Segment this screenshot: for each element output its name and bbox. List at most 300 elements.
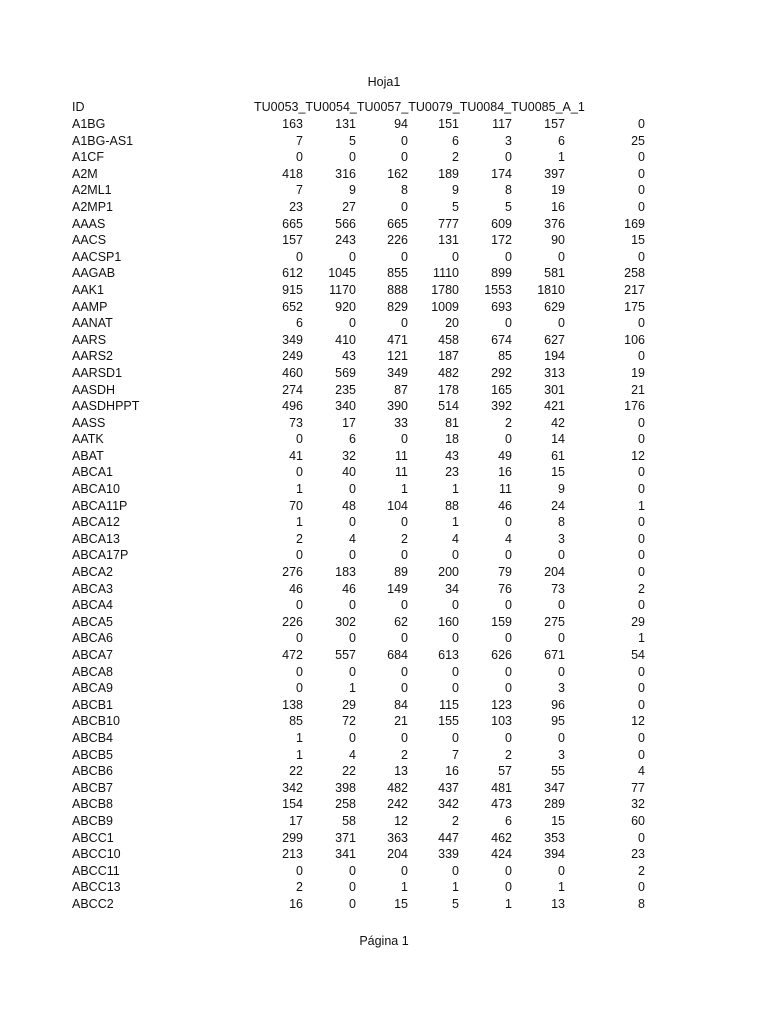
row-value: 20 — [445, 316, 459, 331]
row-value: 12 — [394, 813, 408, 828]
row-id: ABCB7 — [72, 780, 113, 795]
table-row — [0, 730, 768, 747]
row-value: 447 — [438, 830, 459, 845]
table-row — [0, 630, 768, 647]
row-value: 0 — [349, 249, 356, 264]
row-value: 347 — [544, 780, 565, 795]
table-row — [0, 182, 768, 199]
table-row — [0, 415, 768, 432]
row-value: 394 — [544, 847, 565, 862]
row-value: 54 — [631, 648, 645, 662]
row-value: 2 — [638, 581, 645, 596]
row-id: ABCB8 — [72, 797, 113, 812]
row-value: 15 — [551, 465, 565, 480]
row-value: 5 — [349, 133, 356, 148]
row-value: 629 — [544, 299, 565, 314]
row-value: 23 — [631, 847, 645, 862]
row-value: 0 — [558, 631, 565, 646]
row-value: 32 — [342, 448, 356, 463]
row-value: 154 — [282, 797, 303, 812]
row-value: 0 — [638, 598, 645, 613]
row-value: 0 — [638, 664, 645, 679]
row-value: 275 — [544, 614, 565, 629]
row-value: 1 — [558, 880, 565, 895]
row-value: 0 — [505, 548, 512, 563]
row-value: 0 — [296, 664, 303, 679]
data-table — [0, 116, 768, 913]
row-value: 131 — [335, 117, 356, 131]
row-id: ABCA8 — [72, 664, 113, 679]
table-row — [0, 813, 768, 830]
row-id: A1BG — [72, 117, 106, 131]
row-value: 88 — [445, 498, 459, 513]
row-value: 13 — [394, 764, 408, 779]
table-row — [0, 780, 768, 797]
row-value: 14 — [551, 432, 565, 447]
table-row — [0, 879, 768, 896]
row-value: 0 — [558, 664, 565, 679]
row-id: ABCA6 — [72, 631, 113, 646]
row-value: 471 — [387, 332, 408, 347]
row-value: 157 — [282, 233, 303, 248]
row-value: 1 — [638, 631, 645, 646]
row-value: 0 — [401, 730, 408, 745]
row-value: 61 — [551, 448, 565, 463]
row-value: 4 — [452, 531, 459, 546]
row-value: 104 — [387, 498, 408, 513]
row-id: AACSP1 — [72, 249, 122, 264]
table-row — [0, 531, 768, 548]
row-value: 9 — [452, 183, 459, 198]
row-value: 0 — [401, 133, 408, 148]
row-value: 0 — [505, 316, 512, 331]
row-value: 8 — [558, 515, 565, 530]
row-value: 6 — [296, 316, 303, 331]
row-value: 0 — [349, 150, 356, 165]
row-value: 0 — [452, 598, 459, 613]
row-value: 11 — [395, 448, 408, 463]
row-value: 0 — [558, 730, 565, 745]
row-value: 33 — [394, 415, 408, 430]
row-value: 34 — [445, 581, 459, 596]
row-value: 4 — [505, 531, 512, 546]
row-id: AAGAB — [72, 266, 116, 281]
row-value: 23 — [445, 465, 459, 480]
page-footer: Página 1 — [359, 934, 409, 948]
table-row — [0, 614, 768, 631]
row-value: 1 — [558, 150, 565, 165]
row-value: 0 — [505, 863, 512, 878]
row-value: 6 — [349, 432, 356, 447]
table-row — [0, 680, 768, 697]
row-value: 81 — [445, 415, 459, 430]
row-value: 0 — [505, 730, 512, 745]
row-value: 6 — [452, 133, 459, 148]
row-value: 0 — [349, 316, 356, 331]
row-value: 90 — [551, 233, 565, 248]
row-value: 2 — [401, 531, 408, 546]
row-id: AARSD1 — [72, 365, 123, 380]
row-value: 292 — [491, 365, 512, 380]
row-value: 316 — [335, 166, 356, 181]
table-row — [0, 365, 768, 382]
table-row — [0, 265, 768, 282]
row-value: 1009 — [431, 299, 459, 314]
row-value: 371 — [335, 830, 356, 845]
row-value: 421 — [544, 399, 565, 414]
row-value: 2 — [296, 531, 303, 546]
row-value: 0 — [349, 631, 356, 646]
row-value: 0 — [638, 830, 645, 845]
row-value: 15 — [394, 896, 408, 911]
row-value: 313 — [544, 365, 565, 380]
row-value: 18 — [445, 432, 459, 447]
row-id: ABCB6 — [72, 764, 113, 779]
row-value: 274 — [282, 382, 303, 397]
row-value: 155 — [438, 714, 459, 729]
row-value: 226 — [282, 614, 303, 629]
row-value: 458 — [438, 332, 459, 347]
row-value: 671 — [544, 648, 565, 662]
row-value: 79 — [498, 565, 512, 580]
row-value: 159 — [491, 614, 512, 629]
row-id: ABCC1 — [72, 830, 114, 845]
row-value: 1 — [296, 747, 303, 762]
row-value: 340 — [335, 399, 356, 414]
table-row — [0, 332, 768, 349]
row-value: 157 — [544, 117, 565, 131]
row-value: 175 — [624, 299, 645, 314]
row-value: 0 — [505, 880, 512, 895]
row-value: 172 — [491, 233, 512, 248]
row-value: 42 — [551, 415, 565, 430]
row-value: 0 — [296, 150, 303, 165]
row-value: 0 — [349, 515, 356, 530]
row-value: 70 — [289, 498, 303, 513]
row-value: 2 — [505, 747, 512, 762]
row-value: 6 — [558, 133, 565, 148]
row-value: 609 — [491, 216, 512, 231]
sheet-title: Hoja1 — [367, 75, 401, 89]
row-value: 89 — [394, 565, 408, 580]
row-value: 1 — [401, 482, 408, 497]
row-value: 12 — [631, 714, 645, 729]
row-value: 242 — [387, 797, 408, 812]
row-value: 17 — [342, 415, 356, 430]
row-value: 0 — [349, 880, 356, 895]
row-value: 58 — [342, 813, 356, 828]
row-value: 249 — [282, 349, 303, 364]
row-value: 390 — [387, 399, 408, 414]
row-value: 194 — [544, 349, 565, 364]
row-value: 87 — [394, 382, 408, 397]
row-value: 353 — [544, 830, 565, 845]
row-value: 8 — [401, 183, 408, 198]
row-value: 888 — [387, 282, 408, 297]
row-value: 43 — [342, 349, 356, 364]
table-row — [0, 830, 768, 847]
row-value: 2 — [296, 880, 303, 895]
row-value: 57 — [498, 764, 512, 779]
row-value: 11 — [499, 482, 512, 497]
row-value: 1553 — [484, 282, 512, 297]
row-value: 462 — [491, 830, 512, 845]
row-value: 1780 — [431, 282, 459, 297]
row-value: 0 — [638, 316, 645, 331]
row-id: A1CF — [72, 150, 104, 165]
row-value: 1 — [296, 515, 303, 530]
row-value: 0 — [638, 565, 645, 580]
row-id: AAAS — [72, 216, 106, 231]
row-value: 0 — [401, 150, 408, 165]
row-value: 174 — [491, 166, 512, 181]
row-value: 2 — [638, 863, 645, 878]
row-value: 121 — [387, 349, 408, 364]
row-value: 22 — [289, 764, 303, 779]
row-value: 418 — [282, 166, 303, 181]
table-row — [0, 216, 768, 233]
row-value: 217 — [624, 282, 645, 297]
table-row — [0, 547, 768, 564]
row-value: 0 — [638, 697, 645, 712]
row-value: 43 — [445, 448, 459, 463]
row-id: ABCC11 — [72, 863, 120, 878]
row-value: 115 — [439, 697, 459, 712]
row-value: 131 — [438, 233, 459, 248]
row-id: AASS — [72, 415, 106, 430]
table-row — [0, 863, 768, 880]
row-value: 349 — [282, 332, 303, 347]
row-value: 0 — [296, 631, 303, 646]
row-value: 0 — [505, 681, 512, 696]
header-id: ID — [72, 100, 85, 114]
row-value: 15 — [551, 813, 565, 828]
row-value: 16 — [289, 896, 303, 911]
row-value: 0 — [638, 465, 645, 480]
row-id: ABCC2 — [72, 896, 114, 911]
row-value: 0 — [296, 598, 303, 613]
row-value: 777 — [438, 216, 459, 231]
row-id: ABCA17P — [72, 548, 129, 563]
row-value: 1110 — [433, 266, 459, 281]
row-value: 1 — [505, 896, 512, 911]
row-value: 4 — [638, 764, 645, 779]
row-value: 0 — [296, 681, 303, 696]
row-value: 2 — [505, 415, 512, 430]
row-value: 397 — [544, 166, 565, 181]
row-id: AACS — [72, 233, 107, 248]
row-value: 0 — [296, 465, 303, 480]
row-value: 25 — [631, 133, 645, 148]
row-value: 569 — [335, 365, 356, 380]
row-value: 84 — [394, 697, 408, 712]
row-value: 398 — [335, 780, 356, 795]
row-value: 0 — [401, 631, 408, 646]
row-value: 48 — [342, 498, 356, 513]
row-value: 899 — [491, 266, 512, 281]
row-value: 41 — [289, 448, 303, 463]
row-value: 73 — [289, 415, 303, 430]
row-value: 1 — [452, 880, 459, 895]
row-value: 0 — [452, 548, 459, 563]
row-value: 0 — [452, 863, 459, 878]
row-value: 0 — [638, 150, 645, 165]
row-value: 49 — [498, 448, 512, 463]
row-value: 189 — [438, 166, 459, 181]
row-value: 19 — [551, 183, 565, 198]
row-value: 5 — [452, 896, 459, 911]
row-value: 103 — [491, 714, 512, 729]
row-value: 117 — [492, 117, 512, 131]
row-value: 0 — [401, 548, 408, 563]
row-value: 0 — [638, 515, 645, 530]
row-id: ABCA9 — [72, 681, 113, 696]
row-value: 151 — [438, 117, 459, 131]
row-value: 2 — [452, 813, 459, 828]
row-value: 21 — [631, 382, 645, 397]
row-value: 0 — [349, 548, 356, 563]
row-value: 96 — [551, 697, 565, 712]
row-value: 21 — [394, 714, 408, 729]
row-value: 0 — [638, 117, 645, 131]
row-value: 1 — [638, 498, 645, 513]
row-value: 258 — [335, 797, 356, 812]
row-value: 94 — [394, 117, 408, 131]
row-value: 0 — [296, 432, 303, 447]
row-value: 0 — [452, 664, 459, 679]
row-id: AASDHPPT — [72, 399, 140, 414]
row-value: 0 — [452, 730, 459, 745]
table-row — [0, 796, 768, 813]
row-value: 23 — [289, 199, 303, 214]
row-value: 0 — [505, 150, 512, 165]
row-value: 138 — [282, 697, 303, 712]
row-value: 652 — [282, 299, 303, 314]
row-value: 235 — [335, 382, 356, 397]
row-value: 0 — [638, 880, 645, 895]
row-value: 22 — [342, 764, 356, 779]
row-value: 920 — [335, 299, 356, 314]
row-id: A2ML1 — [72, 183, 112, 198]
row-value: 0 — [638, 199, 645, 214]
row-value: 0 — [638, 249, 645, 264]
table-row — [0, 348, 768, 365]
row-id: ABCB5 — [72, 747, 113, 762]
row-id: ABCA10 — [72, 482, 120, 497]
row-value: 85 — [289, 714, 303, 729]
row-value: 1170 — [329, 282, 356, 297]
row-value: 29 — [342, 697, 356, 712]
row-value: 0 — [505, 432, 512, 447]
row-value: 0 — [558, 316, 565, 331]
row-value: 0 — [638, 166, 645, 181]
row-id: ABCB4 — [72, 730, 113, 745]
row-value: 15 — [631, 233, 645, 248]
row-value: 613 — [438, 648, 459, 662]
row-value: 106 — [624, 332, 645, 347]
table-row — [0, 149, 768, 166]
row-value: 0 — [505, 515, 512, 530]
row-id: A2MP1 — [72, 199, 113, 214]
row-id: ABCB10 — [72, 714, 120, 729]
table-row — [0, 747, 768, 764]
table-row — [0, 232, 768, 249]
row-value: 40 — [342, 465, 356, 480]
row-value: 612 — [282, 266, 303, 281]
row-value: 481 — [491, 780, 512, 795]
row-value: 17 — [289, 813, 303, 828]
row-value: 341 — [335, 847, 356, 862]
row-value: 0 — [401, 598, 408, 613]
row-value: 72 — [342, 714, 356, 729]
row-value: 9 — [349, 183, 356, 198]
table-row — [0, 315, 768, 332]
row-value: 5 — [505, 199, 512, 214]
row-value: 0 — [296, 249, 303, 264]
row-value: 0 — [505, 249, 512, 264]
row-value: 2 — [401, 747, 408, 762]
row-value: 62 — [394, 614, 408, 629]
row-value: 339 — [438, 847, 459, 862]
row-value: 1 — [296, 730, 303, 745]
row-value: 0 — [638, 183, 645, 198]
row-value: 0 — [505, 598, 512, 613]
row-value: 0 — [505, 631, 512, 646]
row-value: 514 — [438, 399, 459, 414]
row-value: 915 — [282, 282, 303, 297]
row-value: 0 — [401, 316, 408, 331]
row-value: 0 — [505, 664, 512, 679]
row-value: 0 — [296, 863, 303, 878]
row-value: 674 — [491, 332, 512, 347]
row-id: ABCA4 — [72, 598, 113, 613]
row-id: ABCA13 — [72, 531, 120, 546]
row-value: 0 — [401, 249, 408, 264]
row-value: 169 — [624, 216, 645, 231]
row-value: 226 — [387, 233, 408, 248]
row-value: 460 — [282, 365, 303, 380]
row-value: 0 — [638, 747, 645, 762]
row-value: 289 — [544, 797, 565, 812]
row-value: 46 — [342, 581, 356, 596]
row-value: 0 — [452, 631, 459, 646]
table-row — [0, 398, 768, 415]
row-value: 473 — [491, 797, 512, 812]
row-value: 16 — [551, 199, 565, 214]
table-header-row — [0, 99, 768, 116]
row-value: 0 — [638, 432, 645, 447]
row-value: 76 — [498, 581, 512, 596]
table-row — [0, 199, 768, 216]
row-value: 0 — [401, 432, 408, 447]
row-value: 0 — [452, 681, 459, 696]
row-value: 160 — [438, 614, 459, 629]
row-value: 472 — [282, 648, 303, 662]
row-value: 4 — [349, 747, 356, 762]
row-value: 0 — [638, 730, 645, 745]
row-id: ABCA11P — [72, 498, 128, 513]
row-value: 0 — [558, 598, 565, 613]
row-id: A2M — [72, 166, 98, 181]
table-row — [0, 498, 768, 515]
row-value: 11 — [395, 465, 408, 480]
row-value: 9 — [558, 482, 565, 497]
row-value: 482 — [438, 365, 459, 380]
table-row — [0, 697, 768, 714]
row-id: ABAT — [72, 448, 104, 463]
row-value: 77 — [631, 780, 645, 795]
row-value: 3 — [558, 531, 565, 546]
